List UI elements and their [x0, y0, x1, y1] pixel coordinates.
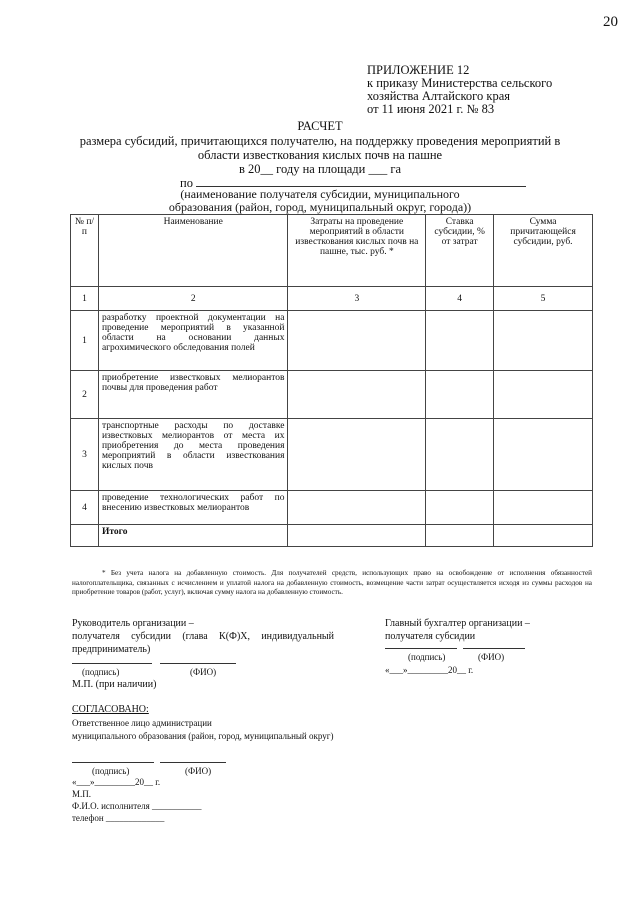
row-costs-cell[interactable]: [288, 491, 426, 525]
row-sum-cell[interactable]: [494, 419, 593, 491]
head-org-label: Руководитель организации –: [72, 618, 194, 629]
accountant-signature-line[interactable]: [385, 648, 457, 649]
agreed-fio-caption: (ФИО): [185, 766, 212, 776]
header-name: Наименование: [98, 215, 288, 287]
row-num: 3: [71, 419, 99, 491]
agreed-date: «___»_________20__ г.: [72, 777, 161, 787]
agreed-line-1: Ответственное лицо администрации: [72, 718, 212, 728]
appendix-line-2: к приказу Министерства сельского: [367, 76, 553, 90]
table-row: [71, 311, 593, 371]
row-num: 2: [71, 371, 99, 419]
total-costs-cell[interactable]: [288, 525, 426, 547]
appendix-line-4: от 11 июня 2021 г. № 83: [367, 102, 495, 116]
accountant-date: «___»_________20__ г.: [385, 665, 474, 675]
row-costs-cell[interactable]: [288, 311, 426, 371]
table-row: [71, 491, 593, 525]
colnum-3: 3: [288, 287, 426, 311]
appendix-line-3: хозяйства Алтайского края: [367, 89, 510, 103]
row-num: 1: [71, 311, 99, 371]
agreed-stamp-label: М.П.: [72, 789, 92, 799]
table-header-row: [71, 215, 593, 287]
header-rate: Ставка субсидии, % от затрат: [426, 215, 494, 287]
appendix-line-1: ПРИЛОЖЕНИЕ 12: [367, 63, 470, 77]
total-row: [71, 525, 593, 547]
row-rate-cell[interactable]: [426, 371, 494, 419]
agreed-signature-caption: (подпись): [92, 766, 130, 776]
colnum-1: 1: [71, 287, 99, 311]
row-rate-cell[interactable]: [426, 419, 494, 491]
accountant-signature-caption: (подпись): [408, 652, 446, 662]
row-costs-cell[interactable]: [288, 419, 426, 491]
head-signature-caption: (подпись): [82, 667, 120, 677]
total-sum-cell[interactable]: [494, 525, 593, 547]
agreed-fio-line[interactable]: [160, 762, 226, 763]
document-heading: РАСЧЕТ: [297, 119, 343, 133]
header-sum: Сумма причитающейся субсидии, руб.: [494, 215, 593, 287]
row-sum-cell[interactable]: [494, 371, 593, 419]
accountant-fio-caption: (ФИО): [478, 652, 505, 662]
total-rate-cell[interactable]: [426, 525, 494, 547]
footnote: * Без учета налога на добавленную стоимость. Для получателей средств, использующих право на освобождение от исполнения обязанностей налогоплательщика, связанных с исчислением и уплатой налога на добавленную стоимость, возмещение части затрат осуществляется исходя из суммы расходов на приобретение товаров (работ, услуг), включая сумму налога на добавленную стоимость.: [72, 569, 592, 596]
colnum-4: 4: [426, 287, 494, 311]
row-name: проведение технологических работ по внесению известковых мелиорантов: [98, 491, 288, 525]
title-line-2: области известкования кислых почв на пашне: [197, 148, 443, 162]
page-number: 20: [603, 14, 618, 30]
recipient-caption-2: образования (район, город, муниципальный округ, города)): [168, 200, 472, 214]
row-sum-cell[interactable]: [494, 491, 593, 525]
header-costs: Затраты на проведение мероприятий в области известкования кислых почв на пашне, тыс. руб. *: [288, 215, 426, 287]
colnum-5: 5: [494, 287, 593, 311]
row-costs-cell[interactable]: [288, 371, 426, 419]
column-number-row: [71, 287, 593, 311]
row-num: 4: [71, 491, 99, 525]
head-fio-caption: (ФИО): [190, 667, 217, 677]
agreed-signature-line[interactable]: [72, 762, 154, 763]
head-signature-line[interactable]: [72, 663, 152, 664]
row-name: транспортные расходы по доставке известковых мелиорантов от места их приобретения до места проведения мероприятий в области известкования кислых почв: [98, 419, 288, 491]
accountant-fio-line[interactable]: [463, 648, 525, 649]
table-row: [71, 371, 593, 419]
title-line-3: в 20__ году на площади ___ га: [238, 162, 402, 176]
po-label: по: [180, 176, 193, 190]
header-num: № п/п: [71, 215, 99, 287]
row-name: разработку проектной документации на проведение мероприятий в указанной области на основании данных агрохимического обследования полей: [98, 311, 288, 371]
row-rate-cell[interactable]: [426, 311, 494, 371]
appendix-block: [367, 64, 597, 116]
executor-name: Ф.И.О. исполнителя ___________: [72, 801, 202, 811]
row-name: приобретение известковых мелиорантов почвы для проведения работ: [98, 371, 288, 419]
head-stamp-label: М.П. (при наличии): [72, 679, 157, 690]
agreed-line-2: муниципального образования (район, город, муниципальный округ): [72, 731, 334, 741]
colnum-2: 2: [98, 287, 288, 311]
accountant-label: Главный бухгалтер организации –: [385, 618, 530, 629]
recipient-caption-1: (наименование получателя субсидии, муниципального: [180, 187, 460, 201]
subsidy-table: [70, 214, 593, 547]
total-num-cell: [71, 525, 99, 547]
accountant-description: получателя субсидии: [385, 631, 476, 642]
row-sum-cell[interactable]: [494, 311, 593, 371]
executor-phone: телефон _____________: [72, 813, 165, 823]
table-row: [71, 419, 593, 491]
head-fio-line[interactable]: [160, 663, 236, 664]
title-line-1: размера субсидий, причитающихся получателю, на поддержку проведения мероприятий в: [79, 134, 561, 148]
total-label: Итого: [98, 525, 288, 547]
head-org-description: получателя субсидии (глава К(Ф)Х, индивидуальный предприниматель): [72, 631, 334, 655]
agreed-heading: СОГЛАСОВАНО:: [72, 704, 149, 715]
row-rate-cell[interactable]: [426, 491, 494, 525]
